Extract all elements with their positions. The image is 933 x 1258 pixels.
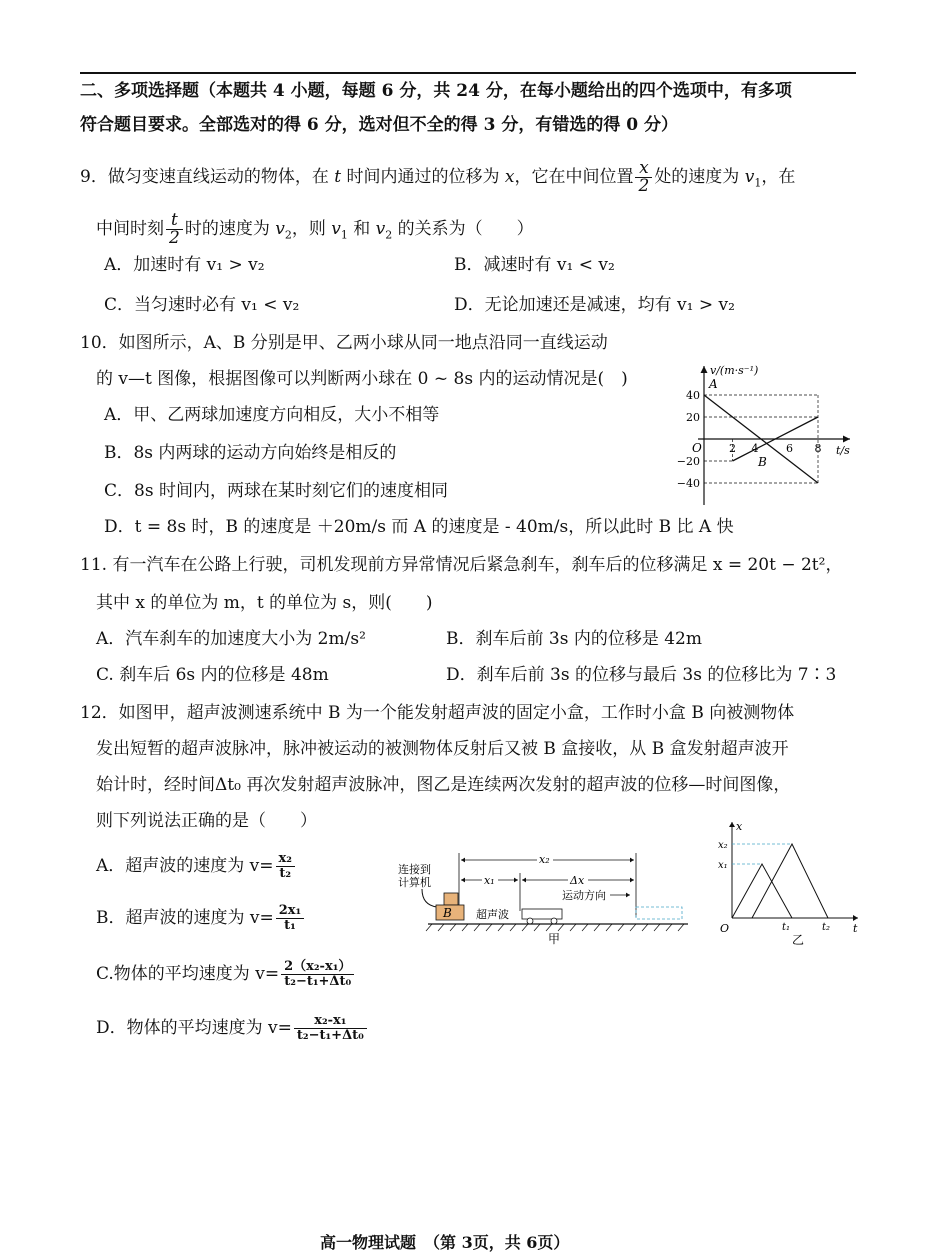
q10-option-c: C．8s 时间内，两球在某时刻它们的速度相同 [104,481,448,501]
yi-caption: 乙 [792,933,805,947]
q9-line1: 9．做匀变速直线运动的物体，在 t 时间内通过的位移为 x，它在中间位置 $\frac{x}{2}$ 处的速度为 $v_1$，在 [80,158,796,196]
vt-ytick: −40 [676,477,700,490]
q11-option-b: B．刹车后前 3s 内的位移是 42m [446,629,702,649]
vt-graph [670,360,860,510]
q9-frac-x-over-2: $\frac{x}{2}$ [635,160,652,195]
yi-t1: t₁ [782,922,791,933]
yi-xlabel: t [853,922,858,935]
yi-t2: t₂ [822,922,831,933]
q10-line1: 10．如图所示，A、B 分别是甲、乙两小球从同一地点沿同一直线运动 [80,333,608,353]
yi-ylabel: x [736,820,743,833]
q10-line2: 的 v—t 图像，根据图像可以判断两小球在 0 ~ 8s 内的运动情况是( ) [96,369,628,389]
q9-option-b: B．减速时有 v₁ < v₂ [454,255,615,275]
q12-line2: 发出短暂的超声波脉冲，脉冲被运动的被测物体反射后又被 B 盒接收，从 B 盒发射超声波开 [96,739,789,759]
yi-pulse-2 [752,844,828,918]
q10-option-d: D．t = 8s 时，B 的速度是 ＋20m/s 而 A 的速度是 ‑ 40m/s，所以此时 B 比 A 快 [104,517,734,537]
q12-line1: 12．如图甲，超声波测速系统中 B 为一个能发射超声波的固定小盒，工作时小盒 B 向被测物体 [80,703,795,723]
jia-dx: Δx [570,874,585,887]
jia-wave-label: 超声波 [476,908,509,921]
q9-option-c: C．当匀速时必有 v₁ < v₂ [104,295,300,315]
jia-direction-label: 运动方向 [562,889,606,902]
q11-line1: 11. 有一汽车在公路上行驶，司机发现前方异常情况后紧急刹车，刹车后的位移满足 x = 20t − 2t²， [80,555,843,575]
jia-box-b-label: B [443,906,452,920]
top-rule [80,72,856,74]
jia-x2: x₂ [539,853,550,866]
jia-cart [522,909,562,919]
vt-ytick: 20 [686,411,700,424]
q10-option-a: A．甲、乙两球加速度方向相反，大小不相等 [104,405,440,425]
page-footer: 高一物理试题 （第 3页，共 6页） [320,1233,570,1252]
vt-label-b: B [758,455,767,469]
q9-frac-t-over-2: $\frac{t}{2}$ [166,212,183,247]
vt-ylabel: v/(m·s⁻¹) [710,364,759,377]
section-heading-line2: 符合题目要求。全部选对的得 6 分，选对但不全的得 3 分，有错选的得 0 分） [80,115,678,135]
figure-yi [712,818,862,948]
vt-xtick: 8 [814,442,822,455]
jia-x1: x₁ [484,874,495,887]
q9-option-a: A．加速时有 v₁ > v₂ [104,255,265,275]
vt-xlabel: t/s [836,444,850,457]
vt-xtick: 4 [751,442,759,455]
jia-computer-box [444,893,458,905]
vt-ytick: −20 [676,455,700,468]
q9-option-d: D．无论加速还是减速，均有 v₁ > v₂ [454,295,735,315]
q9-line2: 中间时刻 $\frac{t}{2}$ 时的速度为 $v_2$，则 $v_1$ 和 $v_2$ 的关系为（ ） [96,210,534,248]
yi-origin: O [720,922,730,935]
section-heading-line1: 二、多项选择题（本题共 4 小题，每题 6 分，共 24 分，在每小题给出的四个选项中，有多项 [80,81,792,101]
q12-option-d: D．物体的平均速度为 v= $\frac{\text{x₂-x₁}}{\text{t₂−t₁+Δt₀}}$ [96,1014,369,1043]
q12-option-a: A．超声波的速度为 v= $\frac{\text{x₂}}{\text{t₂}}$ [96,852,297,881]
jia-label-pc: 连接到 [398,863,431,876]
q12-option-c: C.物体的平均速度为 v= $\frac{\text{2（x₂-x₁）}}{\text{t₂−t₁+Δt₀}}$ [96,960,356,989]
q12-option-b: B．超声波的速度为 v= $\frac{\text{2x₁}}{\text{t₁}}$ [96,904,306,933]
q11-line2: 其中 x 的单位为 m，t 的单位为 s，则( ) [96,593,433,613]
jia-caption: 甲 [548,932,561,945]
yi-pulse-1 [732,864,792,918]
q12-line3: 始计时，经时间Δt₀ 再次发射超声波脉冲，图乙是连续两次发射的超声波的位移—时间图像， [96,775,791,795]
yi-x1: x₁ [718,860,728,871]
jia-cart-later [636,907,682,919]
yi-x2: x₂ [718,840,728,851]
jia-label-pc2: 计算机 [398,876,431,889]
q11-option-d: D．刹车后前 3s 的位移与最后 3s 的位移比为 7∶3 [446,665,837,685]
vt-ytick: 40 [686,389,700,402]
q11-option-c: C. 刹车后 6s 内的位移是 48m [96,665,329,685]
vt-xtick: 6 [786,442,793,455]
figure-jia [392,845,692,945]
vt-xtick: 2 [729,442,736,455]
vt-label-a: A [709,377,718,391]
q12-line4: 则下列说法正确的是（ ） [96,811,317,831]
q11-option-a: A．汽车刹车的加速度大小为 2m/s² [96,629,366,649]
vt-origin: O [692,441,702,455]
q10-option-b: B．8s 内两球的运动方向始终是相反的 [104,443,397,463]
